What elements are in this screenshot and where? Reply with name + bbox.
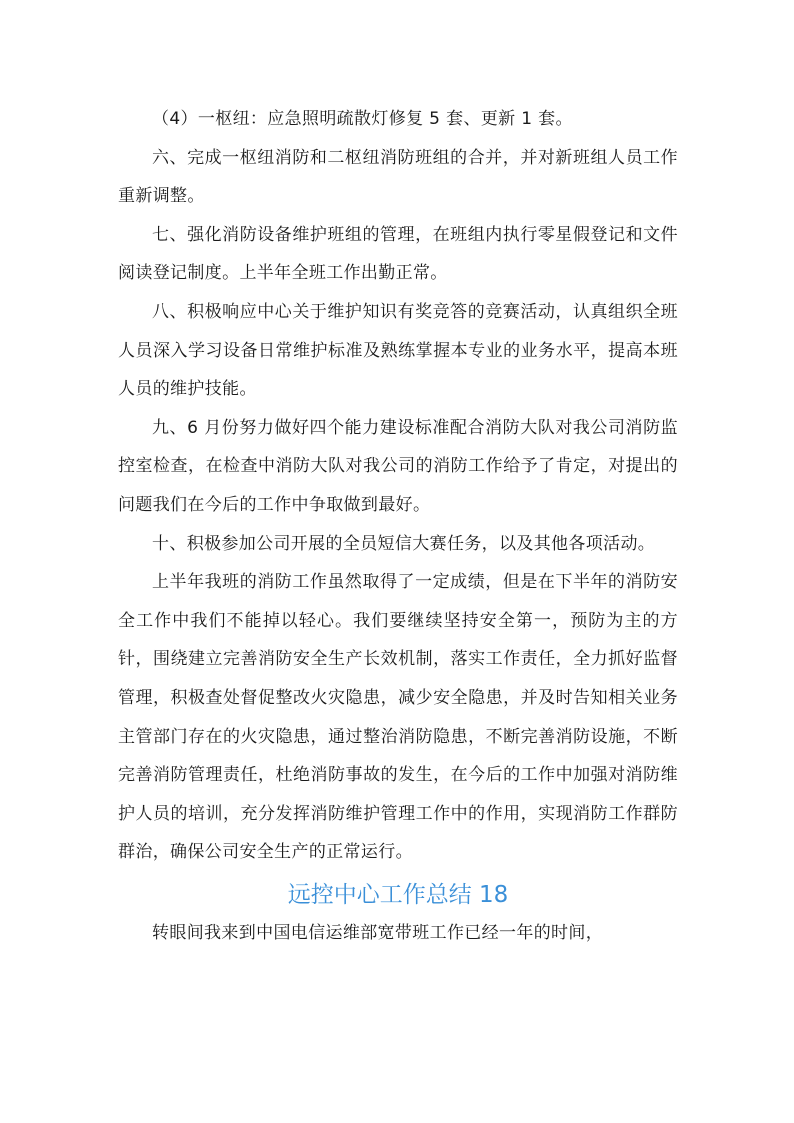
paragraph-item-4: （4）一枢纽：应急照明疏散灯修复 5 套、更新 1 套。: [152, 109, 573, 129]
paragraph-nine: 九、6 月份努力做好四个能力建设标准配合消防大队对我公司消防监控室检查，在检查中消防大队对我公司的消防工作给予了肯定，对提出的问题我们在今后的工作中争取做到最好。: [118, 417, 678, 515]
document-body: [118, 100, 678, 952]
paragraph-seven: 七、强化消防设备维护班组的管理，在班组内执行零星假登记和文件阅读登记制度。上半年全班工作出勤正常。: [118, 224, 678, 284]
paragraph-summary: 上半年我班的消防工作虽然取得了一定成绩，但是在下半年的消防安全工作中我们不能掉以轻心。我们要继续坚持安全第一，预防为主的方针，围绕建立完善消防安全生产长效机制，落实工作责任，全力抓好监督管理，积极查处督促整改火灾隐患，减少安全隐患，并及时告知相关业务主管部门存在的火灾隐患，通过整治消防隐患，不断完善消防设施，不断完善消防管理责任，杜绝消防事故的发生，在今后的工作中加强对消防维护人员的培训，充分发挥消防维护管理工作中的作用，实现消防工作群防群治，确保公司安全生产的正常运行。: [118, 572, 678, 863]
paragraph-intro: 转眼间我来到中国电信运维部宽带班工作已经一年的时间，: [152, 922, 604, 943]
paragraph-ten: 十、积极参加公司开展的全员短信大赛任务，以及其他各项活动。: [152, 533, 656, 554]
paragraph-six: 六、完成一枢纽消防和二枢纽消防班组的合并，并对新班组人员工作重新调整。: [118, 147, 678, 207]
section-heading: 远控中心工作总结 18: [287, 881, 509, 908]
paragraph-eight: 八、积极响应中心关于维护知识有奖竞答的竞赛活动，认真组织全班人员深入学习设备日常维护标准及熟练掌握本专业的业务水平，提高本班人员的维护技能。: [118, 301, 678, 400]
